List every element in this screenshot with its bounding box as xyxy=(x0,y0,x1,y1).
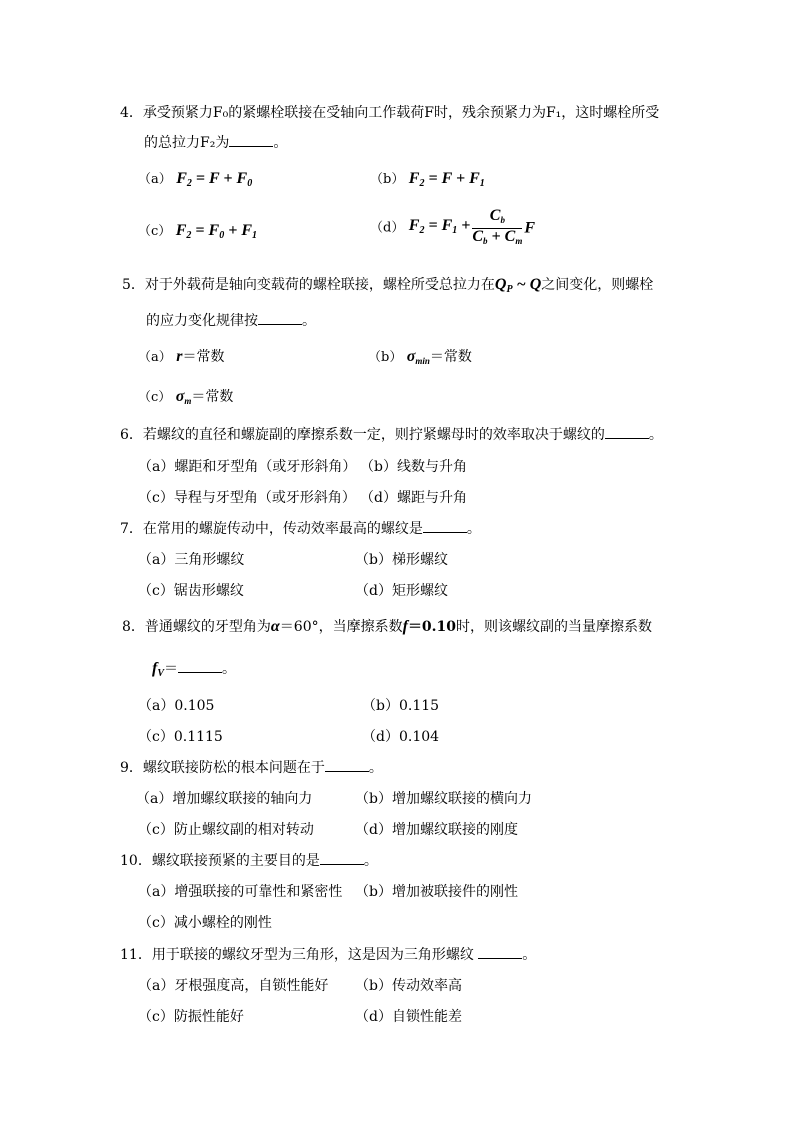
q6-option-c: （c）导程与牙型角（或牙形斜角） xyxy=(138,490,356,506)
formula-d: $F_2 = F_1$ + xyxy=(408,217,471,236)
q6-option-b: （b）线数与升角 xyxy=(360,459,467,475)
q11-option-c: （c）防振性能好 xyxy=(138,1009,244,1025)
q6-option-a: （a）螺距和牙型角（或牙形斜角） xyxy=(138,459,357,475)
answer-blank xyxy=(178,660,222,673)
symbol-sigma-m: σm xyxy=(175,388,192,406)
q6-stem: 6．若螺纹的直径和螺旋副的摩擦系数一定，则拧紧螺母时的效率取决于螺纹的 。 xyxy=(120,427,663,443)
q7-option-b: （b）梯形螺纹 xyxy=(355,552,448,568)
answer-blank xyxy=(325,759,369,772)
q5-line2: 的应力变化规律按 。 xyxy=(146,313,316,329)
q4-option-a: （a） $F_2 = F + F_0$ xyxy=(138,170,253,189)
formula-c: $F_2 = F_0 + F_1$ xyxy=(175,222,257,241)
q4-stem-line1: 承受预紧力F₀的紧螺栓联接在受轴向工作载荷F时，残余预紧力为F₁，这时螺栓所受 xyxy=(142,105,660,121)
symbol-r: r xyxy=(176,348,183,365)
q4-option-c: （c） $F_2 = F_0 + F_1$ xyxy=(138,222,257,241)
q7-option-a: （a）三角形螺纹 xyxy=(138,552,245,568)
fraction: $\frac{Cb}{Cb + Cm}$ xyxy=(472,207,523,246)
answer-blank xyxy=(229,134,273,147)
q5-option-c: （c） σm＝常数 xyxy=(138,388,234,406)
answer-blank xyxy=(320,852,364,865)
q9-option-b: （b）增加螺纹联接的横向力 xyxy=(355,791,532,807)
q4-option-b: （b） $F_2 = F + F_1$ xyxy=(370,170,485,189)
answer-blank xyxy=(423,520,467,533)
q9-option-d: （d）增加螺纹联接的刚度 xyxy=(355,822,518,838)
q4-option-d: （d） $F_2 = F_1$ + $\frac{Cb}{Cb + Cm}$ F xyxy=(370,208,535,249)
q8-option-d: （d）0.104 xyxy=(362,729,440,745)
q8-option-b: （b）0.115 xyxy=(362,698,440,714)
q7-option-c: （c）锯齿形螺纹 xyxy=(138,583,244,599)
symbol-sigma-min: σmin xyxy=(406,348,430,366)
q11-option-b: （b）传动效率高 xyxy=(355,978,462,994)
q4-stem-line2: 的总拉力F₂为 xyxy=(144,135,230,151)
answer-blank xyxy=(258,312,302,325)
q9-stem: 9．螺纹联接防松的根本问题在于 。 xyxy=(120,760,383,776)
q4-line2: 的总拉力F₂为 。 xyxy=(144,135,288,151)
formula-b: $F_2 = F + F_1$ xyxy=(408,170,485,189)
q11-stem: 11．用于联接的螺纹牙型为三角形，这是因为三角形螺纹 。 xyxy=(120,947,537,963)
q5-option-b: （b） σmin＝常数 xyxy=(368,348,472,366)
q4-line1 xyxy=(120,104,659,122)
q11-option-a: （a）牙根强度高，自锁性能好 xyxy=(138,978,329,994)
q10-option-b: （b）增加被联接件的刚性 xyxy=(355,884,518,900)
q10-option-c: （c）减小螺栓的刚性 xyxy=(138,915,272,931)
symbol-fv: $f_V$ xyxy=(152,660,164,679)
symbol-f: f xyxy=(402,618,408,635)
q7-stem: 7．在常用的螺旋传动中，传动效率最高的螺纹是 。 xyxy=(120,521,481,537)
symbol-alpha: α xyxy=(270,618,280,635)
q5-option-a: （a） r＝常数 xyxy=(138,348,225,365)
q-range: $Q_P$ ~ Q xyxy=(494,276,542,295)
q8-option-a: （a）0.105 xyxy=(138,698,215,714)
q8-option-c: （c）0.1115 xyxy=(138,729,223,745)
q11-option-d: （d）自锁性能差 xyxy=(355,1009,462,1025)
q8-fv-line: $f_V=$ 。 xyxy=(152,660,236,679)
q4-number: 4． xyxy=(120,105,143,121)
q6-option-d: （d）螺距与升角 xyxy=(360,490,467,506)
answer-blank xyxy=(605,426,649,439)
q7-option-d: （d）矩形螺纹 xyxy=(355,583,448,599)
q10-option-a: （a）增强联接的可靠性和紧密性 xyxy=(138,884,343,900)
q9-option-a: （a）增加螺纹联接的轴向力 xyxy=(136,791,313,807)
q9-option-c: （c）防止螺纹副的相对转动 xyxy=(138,822,314,838)
q8-stem: 8．普通螺纹的牙型角为α＝60°，当摩擦系数f＝0.10时，则该螺纹副的当量摩擦系数 xyxy=(122,618,653,635)
formula-a: $F_2 = F + F_0$ xyxy=(176,170,253,189)
q10-stem: 10．螺纹联接预紧的主要目的是 。 xyxy=(120,853,378,869)
q5-line1: 5．对于外载荷是轴向变载荷的螺栓联接，螺栓所受总拉力在$Q_P$ ~ Q之间变化，则螺栓 xyxy=(122,276,654,295)
answer-blank xyxy=(478,946,522,959)
